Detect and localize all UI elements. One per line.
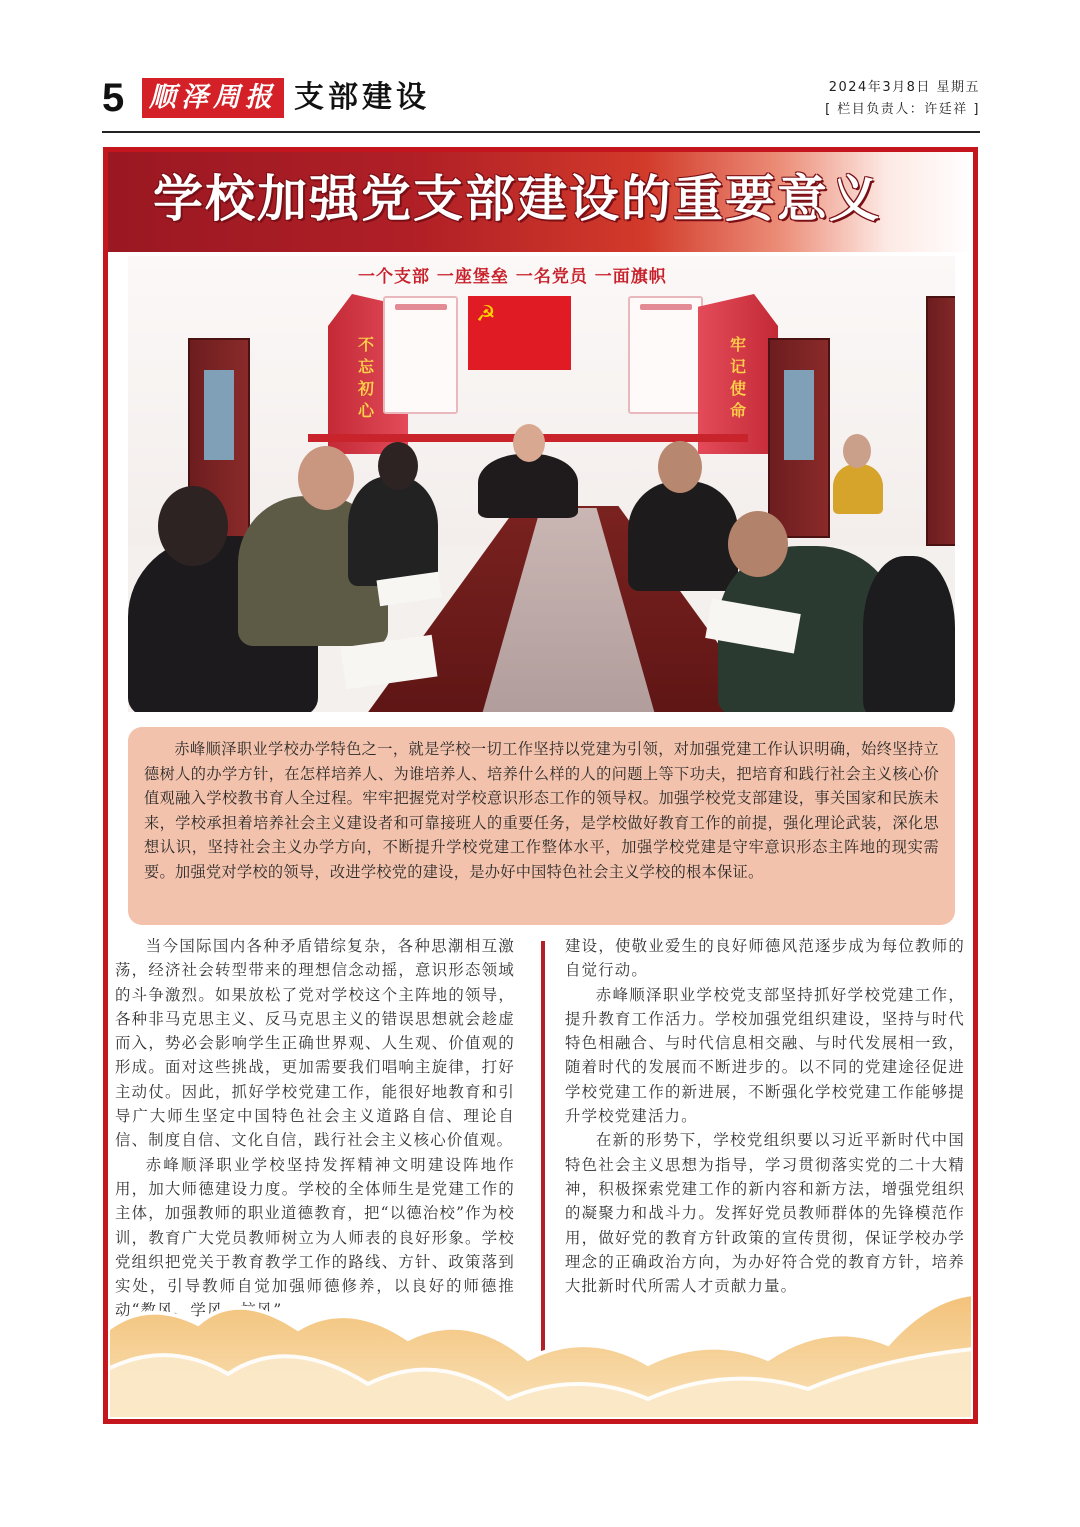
paper-logo: 顺泽周报 [142,78,284,118]
body-column-right [565,934,965,1298]
attendee-left-3-head [378,442,418,490]
issue-date: 2024年3月8日 星期五 [828,80,980,95]
attendee-back-yellow-jacket [833,464,883,514]
wall-slogan: 一个支部 一座堡垒 一名党员 一面旗帜 [358,267,667,287]
attendee-right-1 [628,481,738,591]
section-title: 支部建设 [294,80,430,115]
right-notice-board [628,296,703,414]
speaker [478,454,578,518]
attendee-right-2-head [728,511,788,577]
left-notice-board [383,296,458,414]
attendee-right-3 [863,556,955,712]
column-editor: [ 栏目负责人：许廷祥 ] [825,102,980,117]
right-door [768,338,830,538]
left-banner-text: 不 忘 初 心 [357,335,374,420]
paragraph: 赤峰顺泽职业学校坚持发挥精神文明建设阵地作用，加大师德建设力度。学校的全体师生是党建工作的主体，加强教师的职业道德教育，把“以德治校”作为校训，教育广大党员教师树立为人师表的良好形象。学校党组织把党关于教育教学工作的路线、方针、政策落到实处，引导教师自觉加强师德修养，以良好的师德推动“教风、学风、校风” [115,1155,515,1320]
attendee-back-head [843,434,871,468]
article-frame [103,147,978,1424]
right-banner-text: 牢 记 使 命 [729,335,746,420]
hammer-sickle-icon: ☭ [476,302,496,327]
party-flag [468,296,571,370]
masthead [102,72,980,122]
masthead-divider [102,131,980,133]
meeting-photo [128,256,955,712]
attendee-left-1-head [158,486,228,566]
paragraph: 赤峰顺泽职业学校党支部坚持抓好学校党建工作，提升教育工作活力。学校加强党组织建设，坚持与时代特色相融合、与时代信息相交融、与时代发展相一致，随着时代的发展而不断进步的。以不同的党建途径促进学校党建工作的新进展，不断强化学校党建工作能够提升学校党建活力。 [565,985,965,1126]
attendee-left-3 [348,476,438,586]
paragraph-continuation: 建设，使敬业爱生的良好师德风范逐步成为每位教师的自觉行动。 [565,937,965,980]
headline: 学校加强党支部建设的重要意义 [153,170,881,228]
far-right-door [926,296,955,546]
paragraph: 当今国际国内各种矛盾错综复杂，各种思潮相互激荡，经济社会转型带来的理想信念动摇，意识形态领域的斗争激烈。如果放松了党对学校这个主阵地的领导，各种非马克思主义、反马克思主义的错误思想就会趁虚而入，势必会影响学生正确世界观、人生观、价值观的形成。面对这些挑战，更加需要我们唱响主旋律，打好主动仗。因此，抓好学校党建工作，能很好地教育和引导广大师生坚定中国特色社会主义道路自信、理论自信、制度自信、文化自信，践行社会主义核心价值观。 [115,937,515,1150]
page-number: 5 [102,76,125,120]
lead-summary: 赤峰顺泽职业学校办学特色之一，就是学校一切工作坚持以党建为引领，对加强党建工作认识明确，始终坚持立德树人的办学方针，在怎样培养人、为谁培养人、培养什么样的人的问题上等下功夫，把培育和践行社会主义核心价值观融入学校教书育人全过程。牢牢把握党对学校意识形态工作的领导权。加强学校党支部建设，事关国家和民族未来，学校承担着培养社会主义建设者和可靠接班人的重要任务，是学校做好教育工作的前提，强化理论武装，深化思想认识，坚持社会主义办学方向，不断提升学校党建工作整体水平，加强学校党建是守牢意识形态主阵地的现实需要。加强党对学校的领导，改进学校党的建设，是办好中国特色社会主义学校的根本保证。 [128,727,955,925]
decorative-clouds [108,1289,973,1419]
body-column-left [115,934,515,1323]
speaker-head [513,424,545,462]
attendee-right-1-head [658,441,702,493]
attendee-left-2-head [298,446,354,510]
paragraph: 在新的形势下，学校党组织要以习近平新时代中国特色社会主义思想为指导，学习贯彻落实党的二十大精神，积极探索党建工作的新内容和新方法，增强党组织的凝聚力和战斗力。发挥好党员教师群体的先锋模范作用，做好党的教育方针政策的宣传贯彻，保证学校办学理念的正确政治方向，为办好符合党的教育方针，培养大批新时代所需人才贡献力量。 [565,1131,965,1296]
title-banner [108,152,973,252]
